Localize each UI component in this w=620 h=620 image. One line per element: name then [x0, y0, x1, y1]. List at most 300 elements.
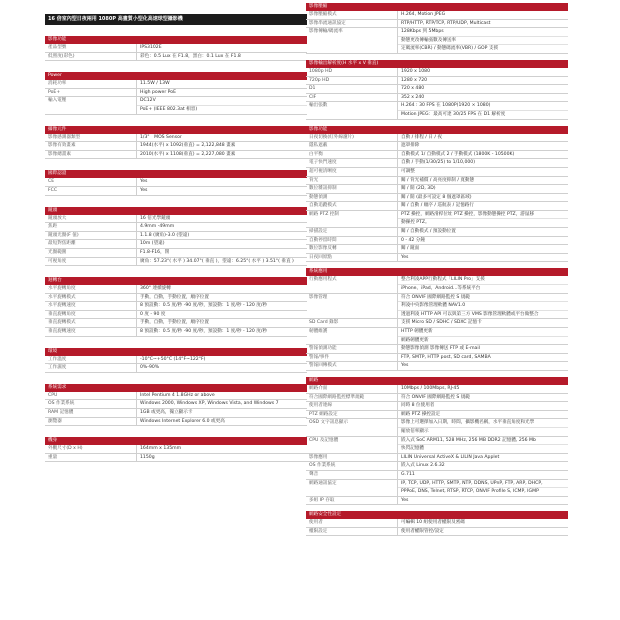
spec-values	[136, 418, 307, 426]
spec-row	[306, 394, 568, 403]
spec-value: 1/3" MOS Sensor	[140, 134, 182, 140]
spec-values	[397, 151, 568, 159]
spec-value: 1150g	[140, 454, 155, 460]
spec-values	[397, 177, 568, 185]
spec-values	[397, 402, 568, 410]
spec-value: 網路 PTZ 操控設定	[401, 411, 441, 417]
spec-values	[397, 394, 568, 402]
spec-values	[397, 362, 568, 370]
spec-values	[136, 400, 307, 408]
spec-label: 外觀尺寸(D x H)	[48, 446, 83, 452]
spec-label: 警報回傳模式	[309, 363, 337, 369]
spec-value: 10Mbps / 100Mbps, RJ-45	[401, 385, 460, 391]
spec-row	[306, 519, 568, 528]
spec-values	[397, 328, 568, 344]
spec-section	[45, 437, 307, 462]
spec-value: Yes	[401, 497, 409, 503]
spec-row	[306, 411, 568, 420]
spec-section	[306, 511, 568, 536]
spec-values	[397, 245, 568, 253]
spec-row	[45, 134, 307, 143]
right-column	[306, 3, 568, 536]
spec-value: FTP, SMTP, HTTP post, SD card, SAMBA	[401, 354, 491, 360]
spec-values	[136, 285, 307, 293]
spec-label: 重量	[48, 454, 58, 460]
spec-label: 網路通訊協定	[309, 480, 337, 486]
spec-row	[45, 319, 307, 328]
spec-label: 工作濕度	[48, 365, 67, 371]
spec-label: 警報偵測功能	[309, 346, 337, 352]
spec-section	[45, 170, 307, 195]
spec-values	[397, 168, 568, 176]
spec-value: 關 / 鏡面	[401, 246, 420, 252]
spec-label: 韌體維護	[309, 329, 328, 334]
spec-values	[397, 237, 568, 245]
spec-row	[306, 345, 568, 354]
spec-values	[136, 328, 307, 336]
spec-value: 透過利凌 HTTP API 可以與第三方 VMS 影像管理軟體或平台做整合	[398, 310, 568, 319]
spec-row	[306, 454, 568, 463]
spec-values	[397, 134, 568, 142]
spec-label: 垂直旋轉模式	[48, 320, 76, 326]
section-heading: 環境	[45, 348, 307, 356]
spec-row	[306, 159, 568, 168]
spec-values	[397, 497, 568, 505]
spec-values	[136, 53, 307, 61]
spec-value: 可調整	[401, 168, 415, 174]
spec-label: 垂直旋轉角度	[48, 311, 76, 317]
spec-row	[306, 211, 568, 228]
spec-row	[306, 362, 568, 371]
spec-label: 瀏覽器	[48, 418, 62, 424]
spec-row	[45, 302, 307, 311]
section-heading: 系統應用	[306, 268, 568, 276]
spec-label: 影像總畫素	[48, 151, 71, 157]
left-column	[45, 14, 307, 462]
section-heading: 網路安全性設定	[306, 511, 568, 519]
spec-label: 影像串流通訊協定	[309, 20, 346, 26]
spec-label: 輸出張數	[309, 103, 328, 109]
spec-row	[45, 418, 307, 427]
spec-label: 1080p HD	[309, 68, 333, 74]
spec-label: OSD 文字訊息顯示	[309, 420, 349, 426]
spec-label: 背光	[309, 177, 319, 183]
spec-values	[397, 94, 568, 102]
spec-values	[136, 319, 307, 327]
spec-row	[306, 245, 568, 254]
spec-label: 水平旋轉角度	[48, 286, 76, 292]
spec-values	[136, 294, 307, 302]
spec-row	[45, 80, 307, 89]
spec-values	[136, 223, 307, 231]
spec-section	[45, 348, 307, 373]
spec-row	[306, 177, 568, 186]
spec-row	[306, 28, 568, 54]
spec-row	[45, 178, 307, 187]
spec-row	[306, 402, 568, 411]
right-spec-sections	[306, 3, 568, 536]
spec-value: 手動，自動，手動位置，順序位置	[140, 294, 209, 300]
spec-row	[306, 528, 568, 537]
spec-label: 超可視清晰度	[309, 168, 337, 174]
spec-values	[136, 445, 307, 453]
spec-values	[136, 80, 307, 88]
spec-label: 低照度(彩色)	[48, 53, 75, 59]
spec-row	[306, 68, 568, 77]
spec-value: 廣角：57.23°( 水平 ) 34.07°( 垂直 )，望遠：6.25°( 水平 ) 3.51°( 垂直 )	[140, 258, 294, 264]
spec-value: 關 / 自動 / 順序 / 巡航表 / 記憶路行	[401, 203, 474, 209]
spec-label: 掃描設定	[309, 229, 328, 235]
spec-label: 影像有效畫素	[48, 143, 76, 149]
spec-label: 使用者連線	[309, 403, 332, 409]
spec-section	[306, 377, 568, 505]
spec-row	[306, 276, 568, 293]
spec-values	[136, 232, 307, 240]
spec-value: Yes	[140, 187, 148, 193]
spec-label: 影像感測器類型	[48, 134, 81, 140]
spec-value: 1.1.8 (廣角)-3.0 (望遠)	[140, 232, 190, 238]
spec-values	[136, 134, 307, 142]
spec-label: 影像傳輸/碼流率	[309, 29, 343, 35]
spec-row	[45, 392, 307, 401]
spec-label: RAM 記憶體	[48, 410, 74, 416]
spec-label: 多組 IP 存取	[309, 497, 335, 503]
spec-row	[306, 319, 568, 328]
spec-label: 數位雜訊抑制	[309, 186, 337, 192]
spec-values	[136, 302, 307, 310]
spec-row	[306, 77, 568, 86]
spec-row	[45, 215, 307, 224]
spec-label: 聲音	[309, 471, 319, 477]
spec-row	[45, 311, 307, 320]
document-title: 16 倍室內型日夜兩用 1080P 高畫質小型化高速球型攝影機	[45, 14, 307, 25]
spec-value: 4.9mm -49mm	[140, 224, 175, 230]
spec-row	[306, 480, 568, 497]
spec-values	[397, 194, 568, 202]
spec-row	[45, 258, 307, 267]
spec-section	[45, 72, 307, 114]
spec-value: H.264, Motion JPEG	[401, 12, 446, 17]
spec-row	[306, 85, 568, 94]
spec-label: 可視角度	[48, 258, 67, 264]
spec-row	[45, 409, 307, 418]
spec-values	[136, 142, 307, 150]
spec-label: 水平旋轉速度	[48, 303, 76, 309]
spec-row	[306, 102, 568, 119]
spec-values	[136, 240, 307, 248]
spec-values	[136, 249, 307, 257]
section-heading: 攝像元件	[45, 126, 307, 134]
spec-row	[306, 134, 568, 143]
spec-value: 0 度 - 90 度	[140, 311, 166, 317]
spec-value: 動操控 PTZ。	[398, 218, 568, 227]
spec-value: H.264 : 30 FPS 在 1080P(1920 × 1080)	[401, 103, 491, 109]
spec-values	[397, 454, 568, 462]
spec-row	[306, 328, 568, 345]
spec-row	[306, 462, 568, 471]
spec-label: 720p HD	[309, 77, 330, 83]
spec-row	[306, 168, 568, 177]
left-spec-sections	[45, 36, 307, 462]
spec-label: CE	[48, 179, 55, 185]
spec-value: F1.8-F16，閉	[140, 249, 170, 255]
spec-value: High power PoE	[140, 89, 176, 95]
spec-label: 鏡頭放大	[48, 215, 67, 221]
spec-values	[397, 20, 568, 28]
spec-values	[136, 311, 307, 319]
spec-row	[306, 385, 568, 394]
spec-values	[397, 211, 568, 227]
spec-label: 自動追蹤模式	[309, 203, 337, 209]
spec-value: IPS3102E	[140, 45, 162, 50]
spec-row	[45, 454, 307, 463]
spec-values	[397, 202, 568, 210]
spec-label: 光圈範圍	[48, 249, 67, 255]
spec-value: 快閃記憶體	[398, 444, 568, 453]
spec-label: PoE+	[48, 89, 61, 95]
spec-row	[306, 94, 568, 103]
spec-row	[45, 97, 307, 114]
section-heading: 網路	[306, 377, 568, 385]
spec-value: 縮放倍率顯示	[398, 427, 568, 436]
spec-label: 鏡頭光圈(F 值)	[48, 232, 79, 238]
spec-label: OS 作業系統	[309, 463, 336, 469]
spec-value: 定碼流率(CBR) / 動態碼流率(VBR) / GOP 支援	[398, 44, 568, 53]
section-heading: 影像功能	[45, 36, 307, 44]
spec-row	[306, 471, 568, 480]
spec-value: 同時 8 位使用者	[401, 403, 435, 409]
spec-values	[397, 254, 568, 262]
spec-value: 彩色：0.5 Lux 在 F1.8，黑白：0.1 Lux 在 F1.8	[140, 53, 241, 59]
spec-values	[397, 294, 568, 319]
spec-values	[397, 437, 568, 453]
spec-label: 行動應用程式	[309, 277, 337, 283]
spec-label: 網路介面	[309, 385, 328, 391]
spec-label: 網路 PTZ 控制	[309, 211, 340, 217]
spec-value: 10m (望遠)	[140, 241, 165, 247]
spec-values	[397, 185, 568, 193]
spec-values	[397, 159, 568, 167]
spec-value: 自動 / 排程 / 日 / 夜	[401, 134, 442, 140]
spec-label: SD Card 錄影	[309, 320, 339, 326]
spec-value: Windows 2000, Windows XP, Windows Vista, and Windows 7	[140, 401, 279, 407]
spec-values	[397, 528, 568, 536]
spec-value: 關 / 開 (最多可設定 8 個遮罩區域)	[401, 194, 472, 200]
spec-value: 128Kbps 到 5Mbps	[401, 29, 444, 35]
spec-row	[45, 400, 307, 409]
spec-row	[45, 294, 307, 303]
spec-value: Yes	[401, 254, 409, 260]
spec-value: HTTP 韌體更新	[401, 329, 433, 334]
spec-value: 關 / 背光補償 / 高亮度抑制 / 寬動態	[401, 177, 475, 183]
section-heading: 影像輸出解析度(H 水平 x V 垂直)	[306, 60, 568, 68]
spec-label: 產品型號	[48, 45, 67, 50]
spec-values	[397, 28, 568, 53]
spec-value: 動態影像偵測 影像傳送 FTP 或 E-mail	[401, 346, 480, 352]
spec-row	[45, 187, 307, 196]
spec-value: 0%-90%	[140, 365, 160, 371]
spec-value: Intel Pentium 4 1.8GHz or above	[140, 392, 215, 398]
spec-value: 整合利凌APP行動程式「LILIN Pro」支援	[401, 277, 485, 283]
spec-value: 動態更改傳輸張數及傳送率	[398, 36, 568, 45]
spec-label: 影像壓縮模式	[309, 12, 337, 17]
spec-row	[45, 249, 307, 258]
spec-values	[397, 68, 568, 76]
spec-value: RTP/HTTP, RTP/TCP, RTP/UDP, Multicast	[401, 20, 491, 26]
section-heading: Power	[45, 72, 307, 80]
spec-values	[136, 44, 307, 52]
section-heading: 迴轉台	[45, 277, 307, 285]
spec-label: 動態偵測	[309, 194, 328, 200]
spec-row	[45, 328, 307, 337]
spec-value: 8 預設動：0.5 度/秒 -90 度/秒，預設動：1 度/秒 - 120 度/秒	[140, 329, 268, 335]
spec-section	[306, 268, 568, 371]
spec-label: 焦距	[48, 224, 58, 230]
spec-row	[45, 356, 307, 365]
spec-label: D1	[309, 86, 316, 92]
spec-value: Windows Internet Explorer 6.0 或更高	[140, 418, 225, 424]
spec-value: 8 預設動：0.5 度/秒 -90 度/秒，預設動：1 度/秒 - 120 度/秒	[140, 303, 268, 309]
spec-row	[45, 223, 307, 232]
spec-row	[306, 497, 568, 506]
spec-value: 自動模式 1/ 自動模式 2 / 手動模式 (1800K - 10500K)	[401, 151, 515, 157]
spec-section	[45, 207, 307, 267]
spec-label: OS 作業系統	[48, 401, 75, 407]
spec-values	[136, 187, 307, 195]
spec-value: 1280 x 720	[401, 77, 428, 83]
spec-values	[397, 480, 568, 496]
section-heading: 國際認證	[45, 170, 307, 178]
spec-values	[136, 178, 307, 186]
spec-row	[306, 354, 568, 363]
spec-values	[397, 411, 568, 419]
spec-value: 關 / 開 (2D, 3D)	[401, 186, 436, 192]
spec-row	[45, 240, 307, 249]
spec-label: 使用者	[309, 520, 323, 526]
spec-row	[306, 202, 568, 211]
spec-value: 1GB 或更高，獨立顯示卡	[140, 410, 193, 416]
spec-values	[397, 228, 568, 236]
section-heading: 系統需求	[45, 384, 307, 392]
spec-value: 支援 Micro SD / SDHC / SDXC 記憶卡	[401, 320, 482, 326]
spec-row	[306, 151, 568, 160]
spec-row	[45, 142, 307, 151]
spec-values	[397, 345, 568, 353]
spec-row	[45, 232, 307, 241]
spec-value: -10°C~+50°C (14°F~122°F)	[140, 356, 206, 362]
spec-row	[306, 142, 568, 151]
spec-values	[397, 102, 568, 118]
spec-section	[45, 384, 307, 426]
spec-value: Yes	[401, 363, 409, 369]
spec-row	[45, 364, 307, 373]
spec-value: 手動，自動，手動位置，順序位置	[140, 320, 209, 326]
spec-section	[306, 126, 568, 263]
spec-row	[306, 228, 568, 237]
spec-label: 權限設定	[309, 528, 328, 534]
spec-row	[45, 89, 307, 98]
spec-values	[397, 471, 568, 479]
spec-values	[397, 276, 568, 292]
spec-section	[306, 60, 568, 120]
spec-label: 符合國際網路監控標準規範	[309, 394, 365, 400]
spec-values	[136, 364, 307, 372]
spec-value: 影像上可選擇加入日期，時間，攝影機名稱，水平垂直角度和光學	[401, 420, 535, 426]
spec-label: 影像應用	[309, 454, 328, 460]
spec-values	[397, 519, 568, 527]
spec-label: 水平旋轉模式	[48, 294, 76, 300]
section-heading: 影像壓縮	[306, 3, 568, 11]
spec-row	[306, 419, 568, 436]
spec-label: 日夜回原點	[309, 254, 332, 260]
spec-label: 數位影像反轉	[309, 246, 337, 252]
spec-section	[306, 3, 568, 54]
spec-label: 消耗功率	[48, 81, 67, 87]
spec-values	[136, 89, 307, 97]
spec-value: 嵌入式 SoC ARM11, 528 MHz, 256 MB DDR2 記憶體, 256 Mb	[401, 437, 536, 443]
spec-label: 自動停留時間	[309, 237, 337, 243]
spec-value: Yes	[140, 179, 148, 185]
spec-value: Motion JPEG：最高可達 30/25 FPS 在 D1 解析度	[398, 110, 568, 119]
spec-value: 16 倍光學鏡頭	[140, 215, 171, 221]
spec-value: 0 - 42 分鐘	[401, 237, 425, 243]
spec-value: 1944(水平) x 1092(垂直) = 2,122,848 畫素	[140, 143, 236, 149]
spec-row	[306, 254, 568, 263]
spec-value: LILIN Universal ActiveX & LILIN Java Applet	[401, 454, 500, 460]
spec-value: 利凌中央影像管理軟體 NAV1.0	[398, 301, 568, 310]
spec-row	[45, 53, 307, 62]
spec-value: 720 x 480	[401, 86, 425, 92]
spec-value: 符合 ONVIF 國際網路監控 S 規範	[401, 394, 470, 400]
spec-label: PTZ 網路設定	[309, 411, 338, 417]
section-heading: 鏡頭	[45, 207, 307, 215]
spec-label: CPU	[48, 392, 58, 398]
spec-label: CIF	[309, 94, 317, 100]
spec-row	[45, 151, 307, 160]
spec-values	[397, 462, 568, 470]
spec-row	[45, 44, 307, 53]
spec-label: FCC	[48, 187, 58, 193]
spec-value: 可編輯 10 組使用者權限及密碼	[401, 520, 465, 526]
spec-label: 垂直旋轉速度	[48, 329, 76, 335]
spec-values	[397, 11, 568, 19]
spec-label: 影像管理	[309, 294, 328, 300]
spec-value: 嵌入式 Linux 2.6.32	[401, 463, 445, 469]
spec-value: 360° 連續旋轉	[140, 286, 171, 292]
spec-value: 352 x 240	[401, 94, 425, 100]
spec-label: 警報/事件	[309, 354, 329, 360]
spec-values	[397, 77, 568, 85]
spec-row	[306, 11, 568, 20]
spec-section	[45, 126, 307, 160]
spec-value: G.711	[401, 471, 415, 477]
spec-values	[397, 354, 568, 362]
spec-values	[136, 258, 307, 266]
spec-label: 輸入電壓	[48, 98, 67, 104]
spec-value: 網路韌體更新	[398, 336, 568, 345]
spec-value: 11.5W / 13W	[140, 81, 170, 87]
spec-label: 最短對焦距離	[48, 241, 76, 247]
spec-row	[306, 20, 568, 29]
spec-row	[306, 437, 568, 454]
spec-values	[136, 409, 307, 417]
spec-value: iPhone、iPad、Android...等系統平台	[398, 284, 568, 293]
spec-value: DC12V	[140, 98, 156, 104]
spec-row	[306, 194, 568, 203]
spec-values	[397, 319, 568, 327]
spec-label: 隱私遮蔽	[309, 143, 328, 149]
section-heading: 機身	[45, 437, 307, 445]
